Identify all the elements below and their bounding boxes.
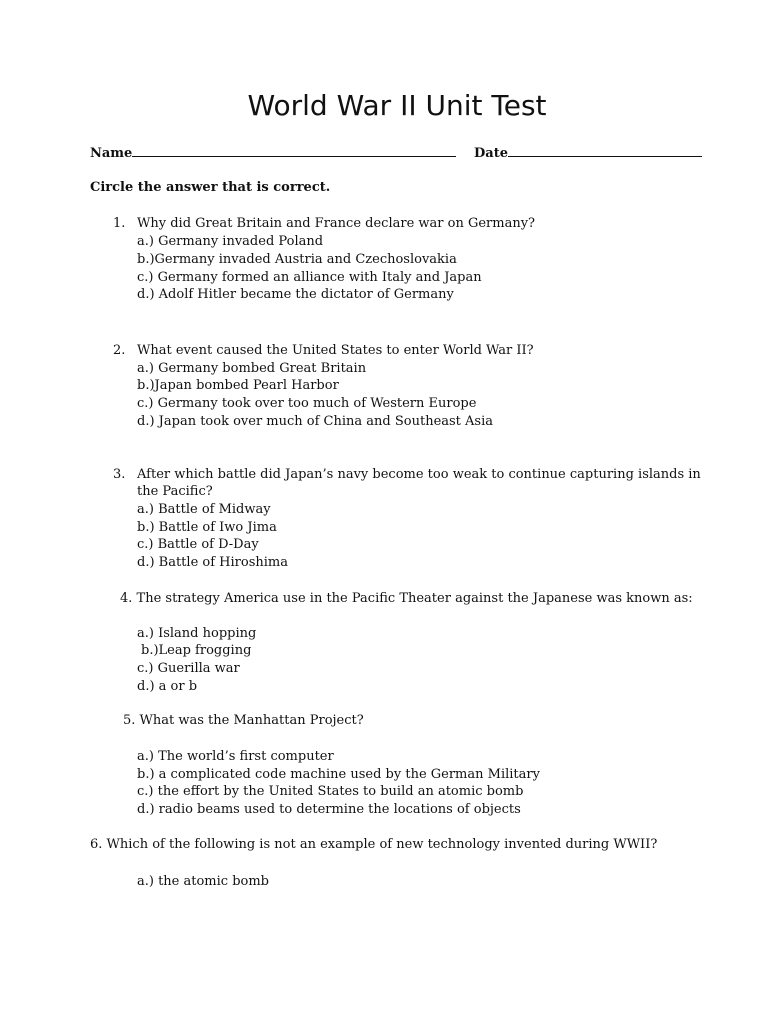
answer-option[interactable]: c.) Germany formed an alliance with Italy and Japan [137,270,482,285]
answer-option[interactable]: a.) Germany invaded Poland [137,234,324,249]
question-number: 1. [113,216,126,231]
answer-option[interactable]: a.) Battle of Midway [137,502,271,517]
question-text: After which battle did Japan’s navy become too weak to continue capturing islands in [137,467,701,482]
name-field[interactable] [90,143,456,162]
answer-option[interactable]: b.)Japan bombed Pearl Harbor [137,378,339,393]
answer-option[interactable]: a.) Island hopping [137,626,257,641]
question-text: 4. The strategy America use in the Pacific Theater against the Japanese was known as: [120,591,693,606]
instructions: Circle the answer that is correct. [90,180,331,195]
answer-option[interactable]: b.)Leap frogging [141,643,252,658]
date-blank[interactable] [508,143,702,157]
answer-option[interactable]: b.) Battle of Iwo Jima [137,520,277,535]
question-text-continued: the Pacific? [137,484,213,499]
name-label: Name [90,146,133,161]
date-field[interactable] [474,143,702,162]
question-number: 2. [113,343,126,358]
answer-option[interactable]: d.) Japan took over much of China and Southeast Asia [137,414,494,429]
answer-option[interactable]: d.) a or b [137,679,198,694]
answer-option[interactable]: d.) Adolf Hitler became the dictator of Germany [137,287,454,302]
answer-option[interactable]: c.) Battle of D-Day [137,537,259,552]
name-blank[interactable] [132,143,456,157]
answer-option[interactable]: c.) Germany took over too much of Western Europe [137,396,477,411]
question-number: 3. [113,467,126,482]
answer-option[interactable]: b.) a complicated code machine used by the German Military [137,767,540,782]
answer-option[interactable]: c.) the effort by the United States to build an atomic bomb [137,784,524,799]
question-text: 5. What was the Manhattan Project? [123,713,364,728]
question-text: What event caused the United States to enter World War II? [137,343,534,358]
question-text: Why did Great Britain and France declare war on Germany? [137,216,536,231]
answer-option[interactable]: c.) Guerilla war [137,661,240,676]
date-label: Date [474,146,508,161]
answer-option[interactable]: d.) radio beams used to determine the locations of objects [137,802,521,817]
page-title: World War II Unit Test [247,89,547,122]
answer-option[interactable]: a.) the atomic bomb [137,874,270,889]
question-text: 6. Which of the following is not an example of new technology invented during WWII? [90,837,658,852]
answer-option[interactable]: b.)Germany invaded Austria and Czechoslovakia [137,252,457,267]
answer-option[interactable]: d.) Battle of Hiroshima [137,555,288,570]
answer-option[interactable]: a.) Germany bombed Great Britain [137,361,367,376]
answer-option[interactable]: a.) The world’s first computer [137,749,334,764]
